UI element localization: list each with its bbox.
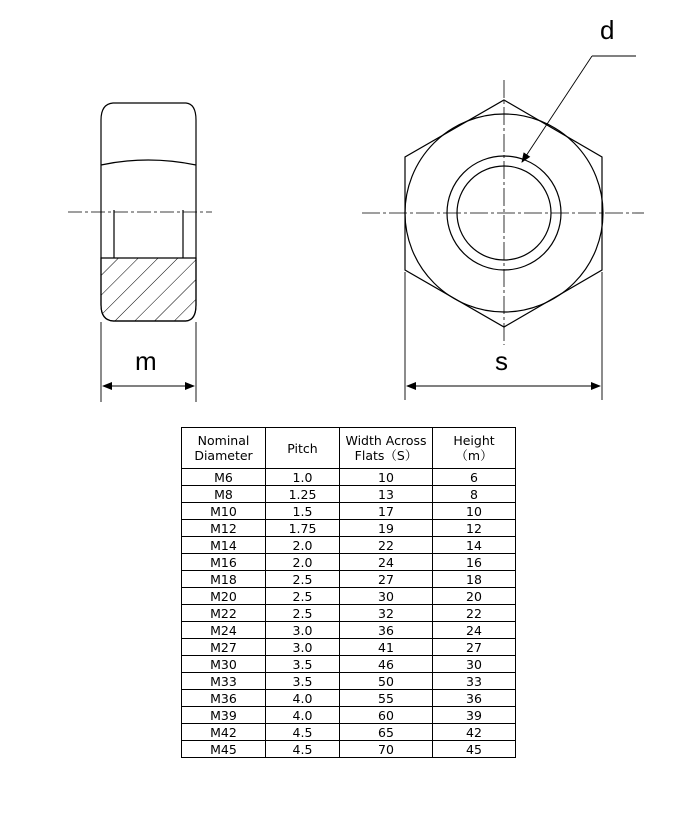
cell-height: 6: [433, 469, 516, 486]
cell-width-across-flats: 30: [340, 588, 433, 605]
table-row: [182, 571, 516, 588]
cell-width-across-flats: 13: [340, 486, 433, 503]
cell-width-across-flats: 36: [340, 622, 433, 639]
cell-pitch: 3.5: [266, 673, 340, 690]
header-text: Height: [453, 433, 495, 448]
cell-width-across-flats: 27: [340, 571, 433, 588]
cell-height: 42: [433, 724, 516, 741]
cell-nominal-diameter: M36: [182, 690, 266, 707]
cell-pitch: 2.5: [266, 571, 340, 588]
hex-nut-dimension-table: [181, 427, 516, 758]
header-text: Diameter: [194, 448, 253, 463]
d-leader-diagonal: [522, 56, 592, 162]
cell-width-across-flats: 41: [340, 639, 433, 656]
cell-pitch: 4.5: [266, 724, 340, 741]
side-view-top-face: [101, 103, 196, 165]
cell-height: 12: [433, 520, 516, 537]
s-dimension-label: s: [495, 346, 508, 376]
cell-width-across-flats: 10: [340, 469, 433, 486]
cell-nominal-diameter: M14: [182, 537, 266, 554]
cell-nominal-diameter: M8: [182, 486, 266, 503]
side-view-upper-chamfer: [101, 160, 196, 165]
cell-height: 20: [433, 588, 516, 605]
cell-width-across-flats: 60: [340, 707, 433, 724]
header-text: （m）: [455, 448, 493, 463]
cell-nominal-diameter: M33: [182, 673, 266, 690]
table-row: [182, 622, 516, 639]
cell-height: 24: [433, 622, 516, 639]
table-row: [182, 486, 516, 503]
table-row: [182, 741, 516, 758]
table-row: [182, 588, 516, 605]
header-width-across-flats: [340, 428, 433, 469]
cell-width-across-flats: 50: [340, 673, 433, 690]
cell-height: 16: [433, 554, 516, 571]
header-text: Flats（S）: [354, 448, 418, 463]
cell-nominal-diameter: M12: [182, 520, 266, 537]
cell-height: 22: [433, 605, 516, 622]
table-row: [182, 520, 516, 537]
cell-pitch: 4.0: [266, 690, 340, 707]
cell-pitch: 2.5: [266, 605, 340, 622]
cell-height: 27: [433, 639, 516, 656]
cell-pitch: 2.0: [266, 554, 340, 571]
header-text: Width Across: [345, 433, 427, 448]
cell-pitch: 3.5: [266, 656, 340, 673]
table-row: [182, 469, 516, 486]
cell-pitch: 1.5: [266, 503, 340, 520]
cell-pitch: 1.75: [266, 520, 340, 537]
cell-pitch: 1.0: [266, 469, 340, 486]
table-row: [182, 690, 516, 707]
table-row: [182, 537, 516, 554]
table-row: [182, 554, 516, 571]
cell-height: 33: [433, 673, 516, 690]
table-row: [182, 656, 516, 673]
cell-width-across-flats: 32: [340, 605, 433, 622]
table-row: [182, 639, 516, 656]
header-nominal-diameter: [182, 428, 266, 469]
cell-nominal-diameter: M10: [182, 503, 266, 520]
hex-nut-technical-drawing: [0, 0, 700, 410]
cell-nominal-diameter: M30: [182, 656, 266, 673]
cell-nominal-diameter: M16: [182, 554, 266, 571]
table-row: [182, 605, 516, 622]
cell-width-across-flats: 24: [340, 554, 433, 571]
cell-pitch: 2.5: [266, 588, 340, 605]
cell-pitch: 3.0: [266, 622, 340, 639]
hex-outline: [405, 100, 602, 327]
cell-height: 36: [433, 690, 516, 707]
cell-nominal-diameter: M39: [182, 707, 266, 724]
table-row: [182, 673, 516, 690]
cell-nominal-diameter: M6: [182, 469, 266, 486]
cell-nominal-diameter: M45: [182, 741, 266, 758]
cell-nominal-diameter: M20: [182, 588, 266, 605]
side-view-hatched-section: [101, 258, 196, 321]
cell-pitch: 4.5: [266, 741, 340, 758]
cell-pitch: 2.0: [266, 537, 340, 554]
d-dimension-label: d: [600, 15, 615, 45]
cell-height: 30: [433, 656, 516, 673]
cell-pitch: 3.0: [266, 639, 340, 656]
cell-width-across-flats: 19: [340, 520, 433, 537]
cell-pitch: 4.0: [266, 707, 340, 724]
header-pitch: [266, 428, 340, 469]
cell-width-across-flats: 70: [340, 741, 433, 758]
cell-nominal-diameter: M27: [182, 639, 266, 656]
cell-nominal-diameter: M22: [182, 605, 266, 622]
header-text: Pitch: [287, 440, 318, 456]
cell-height: 14: [433, 537, 516, 554]
cell-pitch: 1.25: [266, 486, 340, 503]
cell-height: 45: [433, 741, 516, 758]
header-text: Nominal: [197, 433, 250, 448]
header-height: [433, 428, 516, 469]
cell-height: 39: [433, 707, 516, 724]
table-row: [182, 503, 516, 520]
table-header-row: [182, 428, 516, 469]
cell-nominal-diameter: M24: [182, 622, 266, 639]
cell-nominal-diameter: M18: [182, 571, 266, 588]
cell-width-across-flats: 65: [340, 724, 433, 741]
table-row: [182, 707, 516, 724]
cell-width-across-flats: 17: [340, 503, 433, 520]
cell-height: 18: [433, 571, 516, 588]
cell-nominal-diameter: M42: [182, 724, 266, 741]
table-row: [182, 724, 516, 741]
cell-width-across-flats: 46: [340, 656, 433, 673]
cell-width-across-flats: 22: [340, 537, 433, 554]
cell-height: 8: [433, 486, 516, 503]
cell-width-across-flats: 55: [340, 690, 433, 707]
m-dimension-label: m: [135, 346, 157, 376]
cell-height: 10: [433, 503, 516, 520]
